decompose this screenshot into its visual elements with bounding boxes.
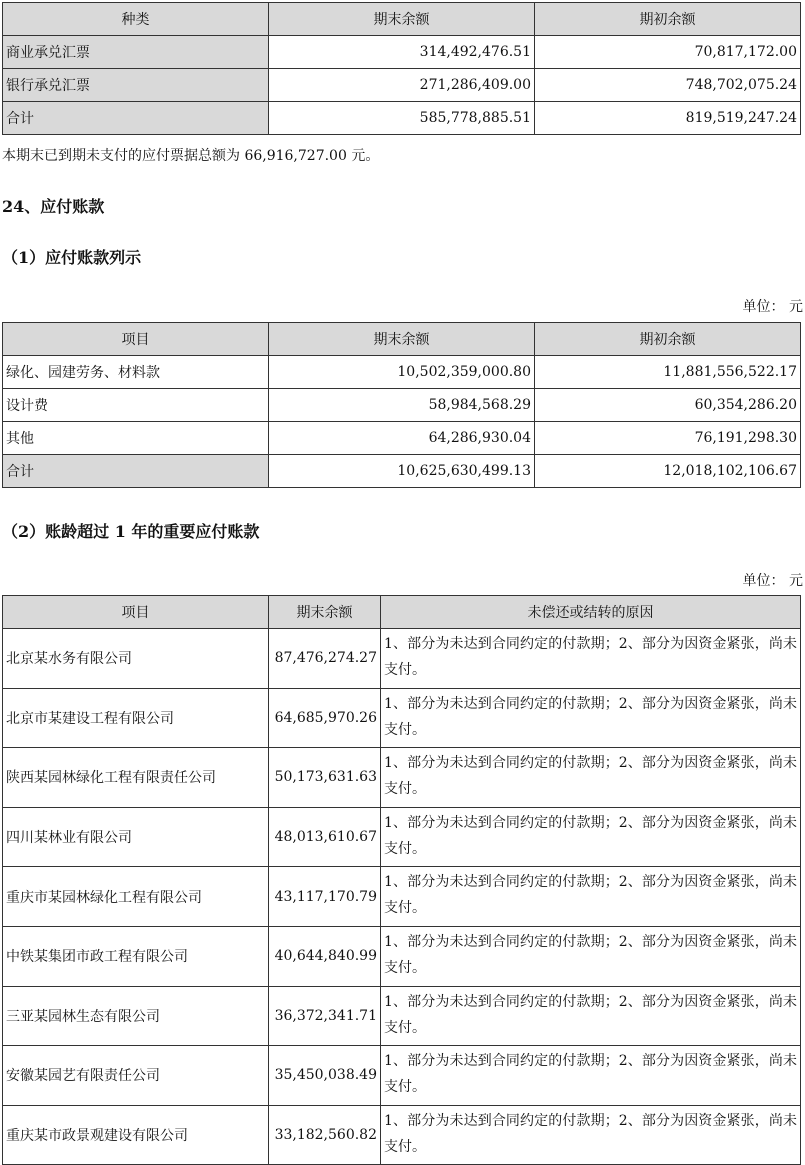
table-row	[3, 389, 801, 422]
ending-balance-cell: 87,476,274.27	[269, 629, 381, 689]
ending-balance-cell: 43,117,170.79	[269, 867, 381, 927]
table-row	[3, 629, 801, 689]
row-label: 合计	[3, 455, 269, 488]
table-row	[3, 807, 801, 867]
column-header: 期初余额	[535, 3, 801, 36]
ending-balance-cell: 314,492,476.51	[269, 36, 535, 69]
company-name: 陕西某园林绿化工程有限责任公司	[3, 748, 269, 808]
row-label: 绿化、园建劳务、材料款	[3, 356, 269, 389]
reason-cell: 1、部分为未达到合同约定的付款期；2、部分为因资金紧张，尚未支付。	[381, 748, 801, 808]
section-title: 24、应付账款	[2, 197, 105, 216]
table-header-row	[3, 3, 801, 36]
beginning-balance-cell: 748,702,075.24	[535, 69, 801, 102]
subsection-title: （1）应付账款列示	[2, 248, 142, 267]
ending-balance-cell: 271,286,409.00	[269, 69, 535, 102]
table-header-row	[3, 323, 801, 356]
reason-cell: 1、部分为未达到合同约定的付款期；2、部分为因资金紧张，尚未支付。	[381, 807, 801, 867]
ending-balance-cell: 40,644,840.99	[269, 926, 381, 986]
ending-balance-cell: 64,286,930.04	[269, 422, 535, 455]
ending-balance-cell: 10,625,630,499.13	[269, 455, 535, 488]
ending-balance-cell: 58,984,568.29	[269, 389, 535, 422]
company-name: 重庆某市政景观建设有限公司	[3, 1105, 269, 1165]
column-header: 期末余额	[269, 596, 381, 629]
reason-cell: 1、部分为未达到合同约定的付款期；2、部分为因资金紧张，尚未支付。	[381, 926, 801, 986]
column-header: 项目	[3, 596, 269, 629]
beginning-balance-cell: 76,191,298.30	[535, 422, 801, 455]
beginning-balance-cell: 70,817,172.00	[535, 36, 801, 69]
beginning-balance-cell: 12,018,102,106.67	[535, 455, 801, 488]
row-label: 合计	[3, 102, 269, 135]
company-name: 北京某水务有限公司	[3, 629, 269, 689]
company-name: 重庆市某园林绿化工程有限公司	[3, 867, 269, 927]
reason-cell: 1、部分为未达到合同约定的付款期；2、部分为因资金紧张，尚未支付。	[381, 986, 801, 1046]
ending-balance-cell: 585,778,885.51	[269, 102, 535, 135]
notes-payable-note: 本期末已到期未支付的应付票据总额为 66,916,727.00 元。	[2, 148, 380, 164]
ending-balance-cell: 50,173,631.63	[269, 748, 381, 808]
table-row	[3, 1105, 801, 1165]
company-name: 中铁某集团市政工程有限公司	[3, 926, 269, 986]
table-row	[3, 748, 801, 808]
ending-balance-cell: 36,372,341.71	[269, 986, 381, 1046]
company-name: 三亚某园林生态有限公司	[3, 986, 269, 1046]
company-name: 北京市某建设工程有限公司	[3, 688, 269, 748]
notes-payable-table	[2, 2, 801, 135]
company-name: 四川某林业有限公司	[3, 807, 269, 867]
ending-balance-cell: 48,013,610.67	[269, 807, 381, 867]
table-row	[3, 36, 801, 69]
beginning-balance-cell: 819,519,247.24	[535, 102, 801, 135]
reason-cell: 1、部分为未达到合同约定的付款期；2、部分为因资金紧张，尚未支付。	[381, 1046, 801, 1106]
table-row	[3, 1046, 801, 1106]
company-name: 安徽某园艺有限责任公司	[3, 1046, 269, 1106]
table-header-row	[3, 596, 801, 629]
reason-cell: 1、部分为未达到合同约定的付款期；2、部分为因资金紧张，尚未支付。	[381, 629, 801, 689]
beginning-balance-cell: 11,881,556,522.17	[535, 356, 801, 389]
aged-payables-table	[2, 595, 801, 1165]
unit-label: 单位： 元	[742, 299, 803, 315]
table-row	[3, 688, 801, 748]
reason-cell: 1、部分为未达到合同约定的付款期；2、部分为因资金紧张，尚未支付。	[381, 1105, 801, 1165]
column-header: 期末余额	[269, 3, 535, 36]
table-row	[3, 926, 801, 986]
ending-balance-cell: 33,182,560.82	[269, 1105, 381, 1165]
table-row	[3, 867, 801, 927]
ending-balance-cell: 10,502,359,000.80	[269, 356, 535, 389]
column-header: 项目	[3, 323, 269, 356]
row-label: 设计费	[3, 389, 269, 422]
unit-label: 单位： 元	[742, 573, 803, 589]
column-header: 期末余额	[269, 323, 535, 356]
accounts-payable-table	[2, 322, 801, 488]
table-row	[3, 422, 801, 455]
table-row	[3, 356, 801, 389]
row-label: 商业承兑汇票	[3, 36, 269, 69]
reason-cell: 1、部分为未达到合同约定的付款期；2、部分为因资金紧张，尚未支付。	[381, 867, 801, 927]
row-label: 银行承兑汇票	[3, 69, 269, 102]
total-row	[3, 102, 801, 135]
column-header: 期初余额	[535, 323, 801, 356]
subsection-title: （2）账龄超过 1 年的重要应付账款	[2, 522, 260, 541]
column-header: 未偿还或结转的原因	[381, 596, 801, 629]
column-header: 种类	[3, 3, 269, 36]
table-row	[3, 69, 801, 102]
beginning-balance-cell: 60,354,286.20	[535, 389, 801, 422]
ending-balance-cell: 35,450,038.49	[269, 1046, 381, 1106]
ending-balance-cell: 64,685,970.26	[269, 688, 381, 748]
reason-cell: 1、部分为未达到合同约定的付款期；2、部分为因资金紧张，尚未支付。	[381, 688, 801, 748]
row-label: 其他	[3, 422, 269, 455]
table-row	[3, 986, 801, 1046]
total-row	[3, 455, 801, 488]
